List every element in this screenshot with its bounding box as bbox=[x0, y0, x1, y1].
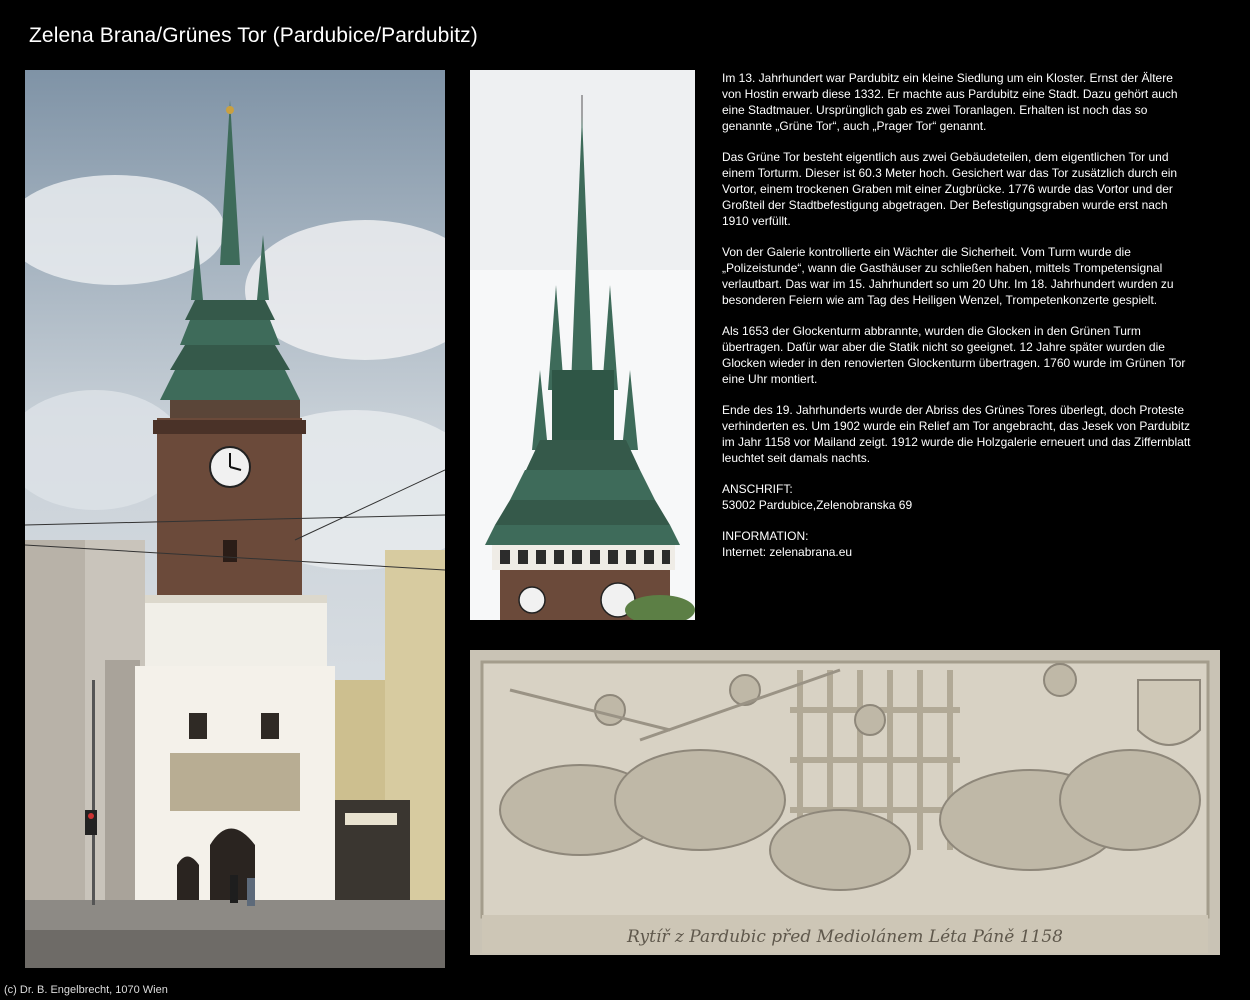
address-block bbox=[722, 481, 1192, 513]
paragraph-2: Das Grüne Tor besteht eigentlich aus zwei Gebäudeteilen, dem eigentlichen Tor und einem Torturm. Dieser ist 60.3 Meter hoch. Gesichert war das Tor zusätzlich durch ein Vortor, einem trockenen Graben mit einer Zugbrücke. 1776 wurde das Vortor und der Großteil der Stadtbefestigung abgetragen. Der Befestigungsgraben wurde erst nach 1910 verfüllt. bbox=[722, 150, 1178, 228]
relief-inscription: Rytíř z Pardubic před Mediolánem Léta Páně 1158 bbox=[627, 927, 1063, 947]
address-line: 53002 Pardubice,Zelenobranska 69 bbox=[722, 498, 913, 512]
info-line: Internet: zelenabrana.eu bbox=[722, 545, 853, 559]
page-title: Zelena Brana/Grünes Tor (Pardubice/Pardubitz) bbox=[29, 24, 478, 47]
info-label: INFORMATION: bbox=[722, 529, 809, 543]
paragraph-5: Ende des 19. Jahrhunderts wurde der Abriss des Grünes Tores überlegt, doch Proteste verhinderten es. Um 1902 wurde ein Relief am Tor angebracht, das Jesek von Pardubitz im Jahr 1158 vor Mailand zeigt. 1912 wurde die Holzgalerie erneuert und das Ziffernblatt leuchtet seit damals nachts. bbox=[722, 403, 1191, 465]
spire-photo bbox=[470, 70, 695, 620]
description-text bbox=[722, 70, 1192, 575]
tower-photo bbox=[25, 70, 445, 968]
paragraph-3: Von der Galerie kontrollierte ein Wächter die Sicherheit. Vom Turm wurde die „Polizeistunde“, wann die Gasthäuser zu schließen haben, mittels Trompetensignal verlautbart. Das war im 15. Jahrhundert so um 20 Uhr. Im 18. Jahrhundert wurden zu besonderen Feiern wie am Tag des Heiligen Wenzel, Trompetenkonzerte gespielt. bbox=[722, 245, 1174, 307]
copyright-footer: (c) Dr. B. Engelbrecht, 1070 Wien bbox=[4, 984, 168, 996]
info-block bbox=[722, 528, 1192, 560]
paragraph-4: Als 1653 der Glockenturm abbrannte, wurden die Glocken in den Grünen Turm übertragen. Dafür war aber die Statik nicht so geeignet. 12 Jahre später wurden die Glocken wieder in den renovierten Glockenturm übertragen. 1760 wurde im Grünen Tor eine Uhr montiert. bbox=[722, 324, 1186, 386]
paragraph-1: Im 13. Jahrhundert war Pardubitz ein kleine Siedlung um ein Kloster. Ernst der Ältere von Hostin erwarb diese 1332. Er machte aus Pardubitz eine Stadt. Dazu gehört auch eine Stadtmauer. Ursprünglich gab es zwei Toranlagen. Erhalten ist noch das so genannte „Grüne Tor“, auch „Prager Tor“ genannt. bbox=[722, 71, 1178, 133]
address-label: ANSCHRIFT: bbox=[722, 482, 793, 496]
relief-photo bbox=[470, 650, 1220, 955]
